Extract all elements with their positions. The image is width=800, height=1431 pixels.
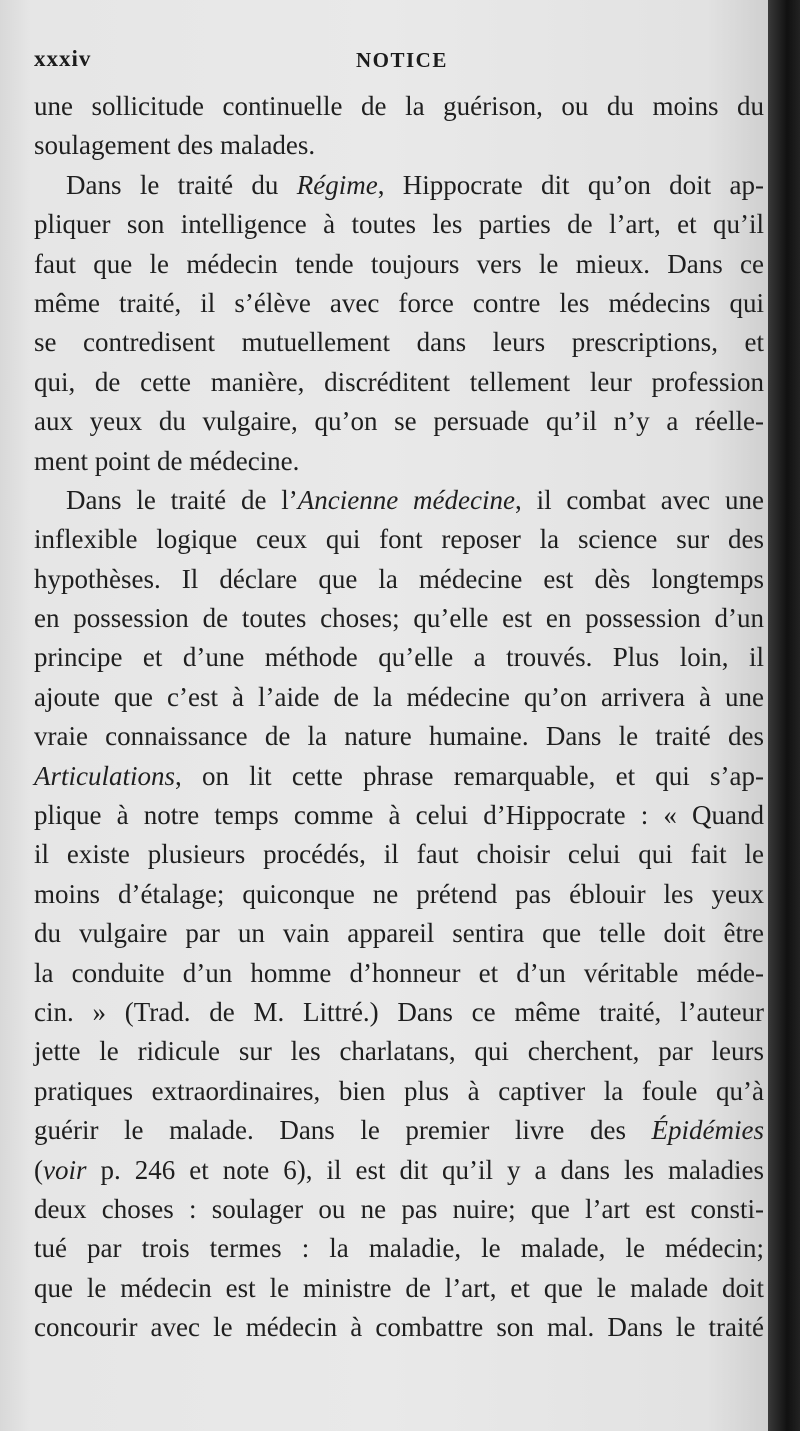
text-line: Articulations, on lit cette phrase remarquable, et qui s’ap- [34,760,764,791]
running-head: NOTICE [356,48,448,72]
text-line: (voir p. 246 et note 6), il est dit qu’il y a dans les maladies [34,1154,764,1185]
text-line: en possession de toutes choses; qu’elle est en possession d’un [34,603,764,634]
text-line: qui, de cette manière, discréditent tellement leur profession [34,366,764,397]
text-line: même traité, il s’élève avec force contre les médecins qui [34,287,764,318]
text-line-content: Dans le traité de l’Ancienne médecine, il combat avec une [66,484,764,515]
text-line: jette le ridicule sur les charlatans, qui cherchent, par leurs [34,1036,764,1067]
text-line: deux choses : soulager ou ne pas nuire; que l’art est consti- [34,1193,764,1224]
text-line: que le médecin est le ministre de l’art, et que le malade doit [34,1272,764,1303]
page-header [34,46,754,78]
text-line: une sollicitude continuelle de la guérison, ou du moins du [34,91,764,121]
text-line: concourir avec le médecin à combattre son mal. Dans le traité [34,1312,764,1343]
text-line: guérir le malade. Dans le premier livre des Épidémies [34,1115,764,1146]
text-line: tué par trois termes : la maladie, le malade, le médecin; [34,1233,764,1264]
text-line: cin. » (Trad. de M. Littré.) Dans ce même traité, l’auteur [34,996,764,1027]
page-number: xxxiv [34,46,92,71]
text-line: vraie connaissance de la nature humaine. Dans le traité des [34,721,764,752]
text-line: inflexible logique ceux qui font reposer la science sur des [34,524,764,555]
page-edge-shadow [768,0,800,1431]
text-line: se contredisent mutuellement dans leurs prescriptions, et [34,327,764,358]
text-line: pratiques extraordinaires, bien plus à captiver la foule qu’à [34,1075,764,1106]
text-line: ajoute que c’est à l’aide de la médecine qu’on arrivera à une [34,681,764,712]
text-line: la conduite d’un homme d’honneur et d’un véritable méde- [34,957,764,988]
text-line: pliquer son intelligence à toutes les parties de l’art, et qu’il [34,209,764,240]
text-line: hypothèses. Il déclare que la médecine est dès longtemps [34,563,764,594]
text-line: moins d’étalage; quiconque ne prétend pas éblouir les yeux [34,878,764,909]
text-line: faut que le médecin tende toujours vers le mieux. Dans ce [34,248,764,279]
text-line: il existe plusieurs procédés, il faut choisir celui qui fait le [34,839,764,870]
text-line-content: Dans le traité du Régime, Hippocrate dit qu’on doit ap- [66,169,764,200]
body-text [34,87,764,1348]
text-line [34,481,764,520]
text-line: ment point de médecine. [34,445,300,476]
text-line: principe et d’une méthode qu’elle a trouvés. Plus loin, il [34,642,764,673]
text-line: aux yeux du vulgaire, qu’on se persuade qu’il n’y a réelle- [34,406,764,437]
text-line: soulagement des malades. [34,130,316,161]
text-line: plique à notre temps comme à celui d’Hippocrate : « Quand [34,800,764,831]
text-line: du vulgaire par un vain appareil sentira que telle doit être [34,918,764,949]
text-line [34,166,764,205]
